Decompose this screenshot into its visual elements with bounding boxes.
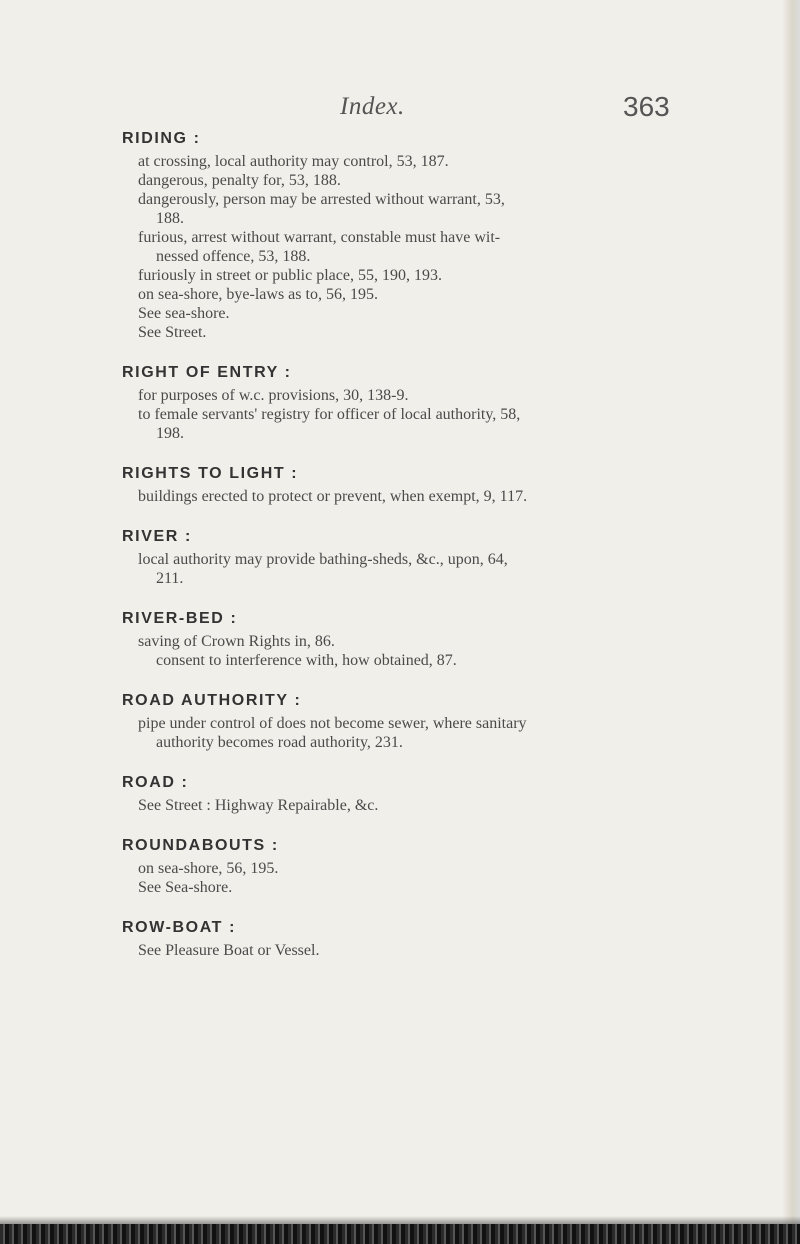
index-entry-road-authority (122, 692, 772, 752)
running-head (0, 93, 800, 129)
index-entry-road (122, 774, 772, 815)
index-entry-riding (122, 130, 772, 342)
entry-see-also: See Sea-shore. (138, 879, 233, 896)
index-entry-river-bed (122, 610, 772, 670)
entry-heading: ROAD : (122, 774, 189, 791)
entry-see-also: See sea-shore. (138, 305, 230, 322)
entry-line-continuation: 198. (156, 425, 184, 442)
entry-see-also: See Street : Highway Repairable, &c. (138, 797, 379, 814)
entry-see-also: See Pleasure Boat or Vessel. (138, 942, 320, 959)
running-head-title: Index. (340, 93, 405, 120)
index-entry-right-of-entry (122, 364, 772, 443)
entry-line: at crossing, local authority may control, 53, 187. (138, 153, 449, 170)
entry-heading: ROUNDABOUTS : (122, 837, 279, 854)
entry-line: dangerously, person may be arrested without warrant, 53, (138, 191, 505, 208)
index-entry-row-boat (122, 919, 772, 960)
entry-line: buildings erected to protect or prevent, when exempt, 9, 117. (138, 488, 528, 505)
index-entries (122, 130, 772, 982)
entry-heading: ROW-BOAT : (122, 919, 237, 936)
page-edge-shadow (782, 0, 800, 1244)
bottom-binding-strip (0, 1224, 800, 1244)
entry-heading: RIVER-BED : (122, 610, 238, 627)
entry-line-continuation: nessed offence, 53, 188. (156, 248, 311, 265)
entry-heading: RIDING : (122, 130, 201, 147)
entry-line: on sea-shore, bye-laws as to, 56, 195. (138, 286, 378, 303)
entry-line-continuation: 211. (156, 570, 184, 587)
entry-line: furiously in street or public place, 55, 190, 193. (138, 267, 442, 284)
entry-line-continuation: authority becomes road authority, 231. (156, 734, 403, 751)
entry-line: for purposes of w.c. provisions, 30, 138-9. (138, 387, 409, 404)
entry-line: dangerous, penalty for, 53, 188. (138, 172, 341, 189)
index-entry-rights-to-light (122, 465, 772, 506)
entry-heading: RIGHTS TO LIGHT : (122, 465, 299, 482)
page-number: 363 (623, 91, 670, 122)
entry-heading: RIGHT OF ENTRY : (122, 364, 292, 381)
entry-line-continuation: 188. (156, 210, 184, 227)
index-entry-river (122, 528, 772, 588)
entry-line: saving of Crown Rights in, 86. (138, 633, 335, 650)
entry-see-also: See Street. (138, 324, 207, 341)
entry-line: pipe under control of does not become sewer, where sanitary (138, 715, 527, 732)
index-entry-roundabouts (122, 837, 772, 897)
bottom-edge-shadow (0, 1216, 800, 1224)
entry-line: local authority may provide bathing-sheds, &c., upon, 64, (138, 551, 508, 568)
entry-heading: RIVER : (122, 528, 192, 545)
entry-heading: ROAD AUTHORITY : (122, 692, 302, 709)
entry-line: furious, arrest without warrant, constable must have wit- (138, 229, 501, 246)
entry-line: to female servants' registry for officer of local authority, 58, (138, 406, 521, 423)
entry-line: consent to interference with, how obtained, 87. (156, 652, 457, 669)
entry-line: on sea-shore, 56, 195. (138, 860, 279, 877)
